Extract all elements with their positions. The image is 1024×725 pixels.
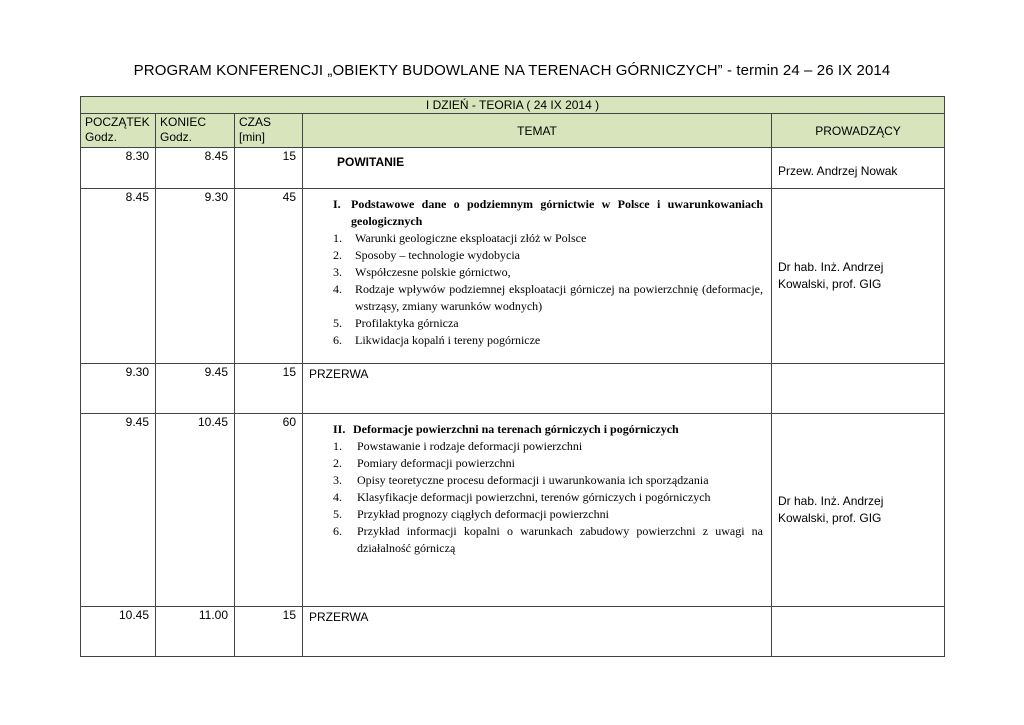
list-item: 6. Przykład informacji kopalni o warunkach zabudowy powierzchni z uwagi na działalność górniczą (333, 524, 763, 555)
list-item: 4. Rodzaje wpływów podziemnej eksploatacji górniczej na powierzchnię (deformacje, wstrząsy, zmiany warunków wodnych) (333, 282, 763, 313)
end-time: 8.45 (156, 148, 235, 189)
list-item: 2. Sposoby – technologie wydobycia (333, 248, 520, 262)
list-item: 2. Pomiary deformacji powierzchni (333, 456, 515, 470)
table-row (81, 189, 945, 364)
start-time: 10.45 (81, 607, 156, 657)
presenter-cell: Przew. Andrzej Nowak (772, 148, 945, 189)
topic-cell: POWITANIE (303, 148, 772, 189)
topic-list (303, 230, 771, 349)
list-item: 1. Powstawanie i rodzaje deformacji powierzchni (333, 439, 583, 453)
col-header-duration-unit: [min] (239, 130, 266, 144)
topic-roman-numeral: II. (333, 422, 346, 436)
duration: 15 (235, 364, 303, 414)
list-item: 3. Opisy teoretyczne procesu deformacji i uwarunkowania ich sporządzania (333, 473, 709, 487)
list-item: 5. Profilaktyka górnicza (333, 316, 459, 330)
col-header-end (156, 114, 235, 148)
topic-heading-text: Deformacje powierzchni na terenach górniczych i pogórniczych (353, 422, 679, 436)
duration: 15 (235, 607, 303, 657)
start-time: 9.30 (81, 364, 156, 414)
col-header-duration-label: CZAS (239, 115, 272, 129)
topic-cell: PRZERWA (303, 607, 772, 657)
duration: 45 (235, 189, 303, 364)
list-item: 5. Przykład prognozy ciągłych deformacji powierzchni (333, 507, 609, 521)
topic-cell (303, 414, 772, 607)
presenter-cell (772, 414, 945, 607)
col-header-duration (235, 114, 303, 148)
col-header-start (81, 114, 156, 148)
presenter-line: Dr hab. Inż. Andrzej (778, 494, 884, 508)
end-time: 9.45 (156, 364, 235, 414)
presenter-line: Kowalski, prof. GIG (778, 511, 882, 525)
topic-list (303, 438, 771, 557)
list-item: 6. Likwidacja kopalń i tereny pogórnicze (333, 333, 541, 347)
col-header-presenter: PROWADZĄCY (772, 114, 945, 148)
column-header-row (81, 114, 945, 148)
start-time: 8.45 (81, 189, 156, 364)
presenter-line: Kowalski, prof. GIG (778, 277, 882, 291)
col-header-end-label: KONIEC (160, 115, 207, 129)
topic-roman-numeral: I. (333, 197, 341, 211)
start-time: 9.45 (81, 414, 156, 607)
col-header-end-unit: Godz. (160, 130, 193, 144)
topic-cell (303, 189, 772, 364)
col-header-start-label: POCZĄTEK (85, 115, 150, 129)
list-item: 3. Współczesne polskie górnictwo, (333, 265, 511, 279)
topic-heading (303, 414, 771, 438)
col-header-topic: TEMAT (303, 114, 772, 148)
end-time: 11.00 (156, 607, 235, 657)
day-header-row (81, 97, 945, 114)
topic-cell: PRZERWA (303, 364, 772, 414)
document-title: PROGRAM KONFERENCJI „OBIEKTY BUDOWLANE NA TERENACH GÓRNICZYCH” - termin 24 – 26 IX 2014 (133, 62, 891, 79)
topic-heading (303, 189, 771, 230)
list-item: 1. Warunki geologiczne eksploatacji złóż w Polsce (333, 231, 587, 245)
list-item: 4. Klasyfikacje deformacji powierzchni, terenów górniczych i pogórniczych (333, 490, 711, 504)
col-header-start-unit: Godz. (85, 130, 118, 144)
start-time: 8.30 (81, 148, 156, 189)
duration: 60 (235, 414, 303, 607)
presenter-cell (772, 607, 945, 657)
end-time: 9.30 (156, 189, 235, 364)
table-row (81, 607, 945, 657)
table-row (81, 364, 945, 414)
presenter-cell (772, 364, 945, 414)
day-header: I DZIEŃ - TEORIA ( 24 IX 2014 ) (81, 97, 945, 114)
presenter-line: Dr hab. Inż. Andrzej (778, 260, 884, 274)
duration: 15 (235, 148, 303, 189)
presenter-cell (772, 189, 945, 364)
topic-heading-text: Podstawowe dane o podziemnym górnictwie w Polsce i uwarunkowaniach geologicznych (351, 197, 763, 228)
end-time: 10.45 (156, 414, 235, 607)
table-row (81, 148, 945, 189)
table-row (81, 414, 945, 607)
program-table (80, 96, 945, 657)
